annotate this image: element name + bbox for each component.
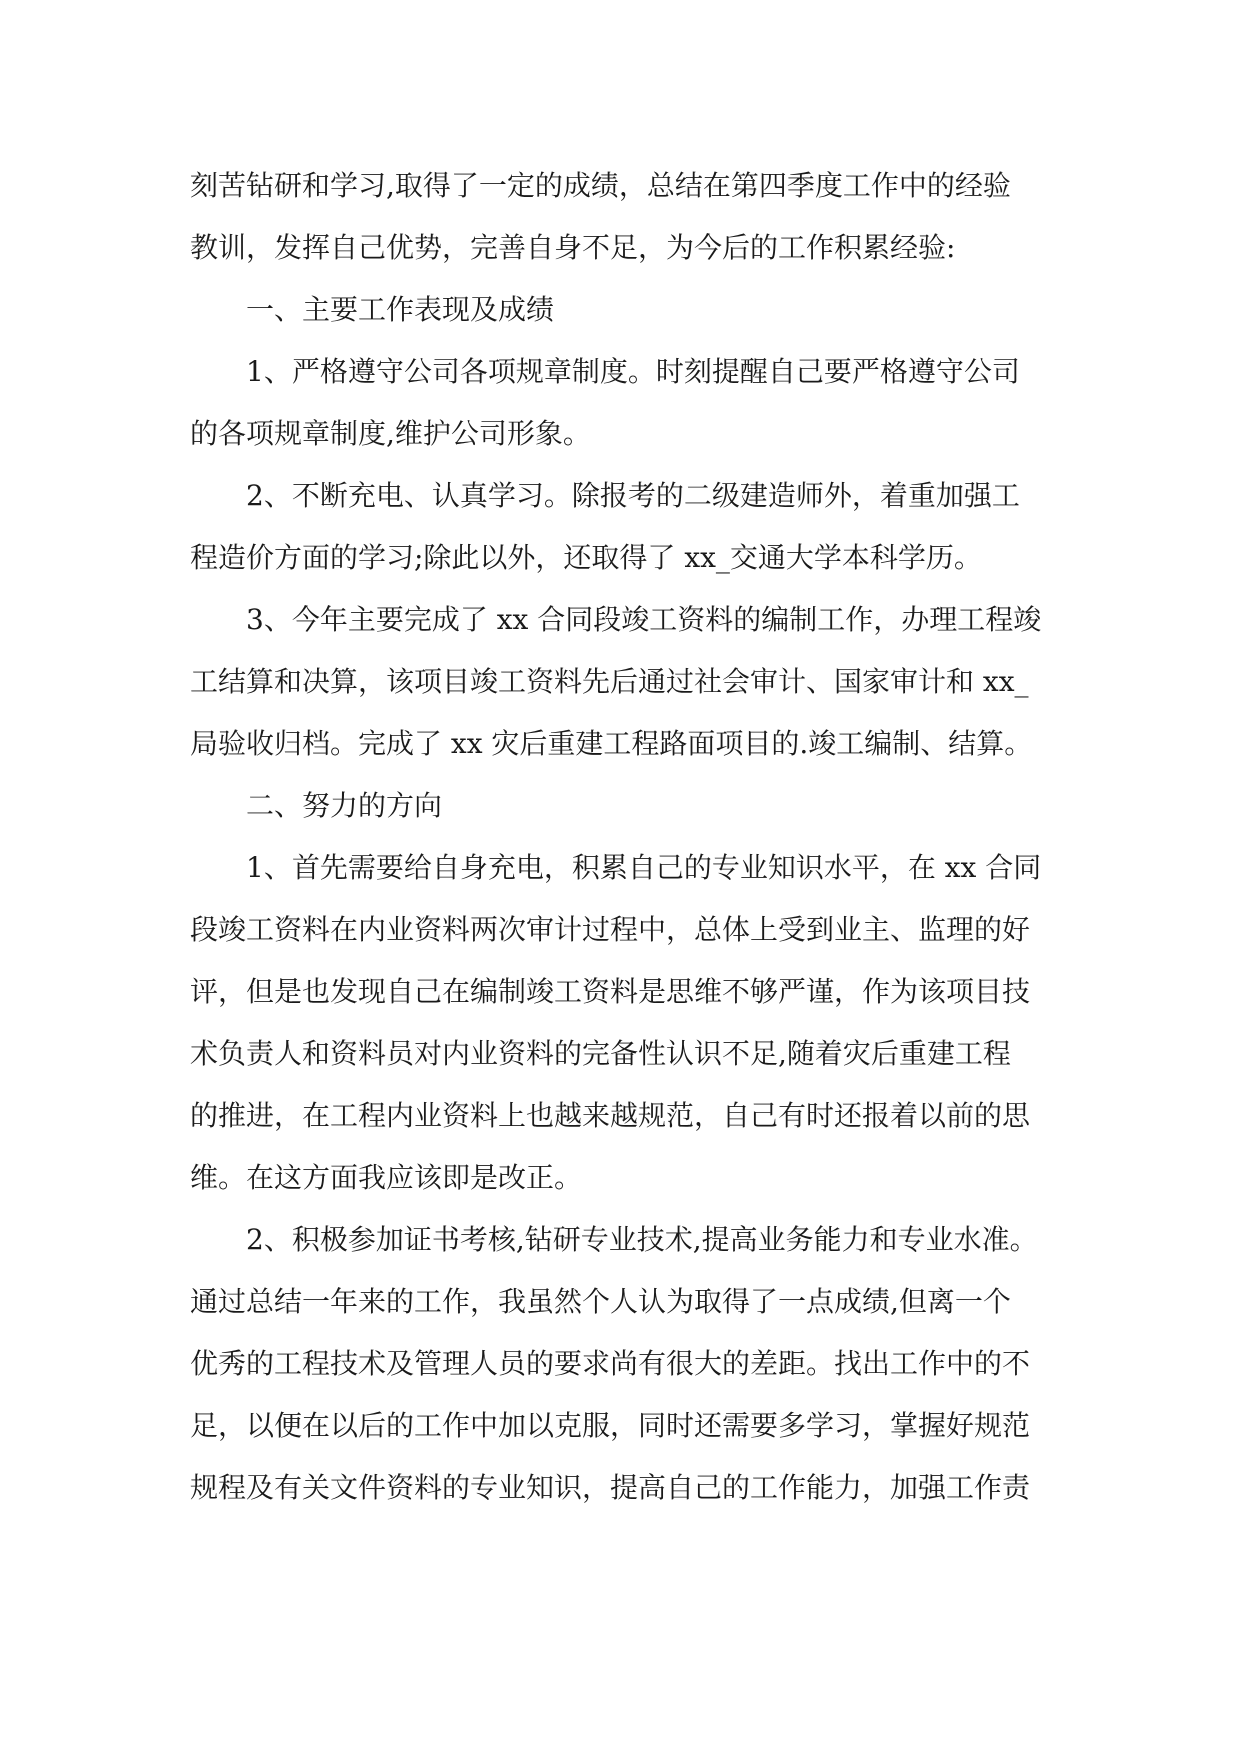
text-line: 教训，发挥自己优势，完善自身不足，为今后的工作积累经验: [190, 231, 956, 264]
text-line: 局验收归档。完成了 xx 灾后重建工程路面项目的.竣工编制、结算。 [190, 727, 1033, 760]
text-line: 的推进，在工程内业资料上也越来越规范，自己有时还报着以前的思 [190, 1099, 1031, 1132]
text-line: 术负责人和资料员对内业资料的完备性认识不足,随着灾后重建工程 [190, 1037, 1011, 1070]
text-line: 1、严格遵守公司各项规章制度。时刻提醒自己要严格遵守公司 [246, 355, 1020, 388]
text-line: 3、今年主要完成了 xx 合同段竣工资料的编制工作，办理工程竣 [246, 603, 1042, 636]
text-line: 刻苦钻研和学习,取得了一定的成绩，总结在第四季度工作中的经验 [190, 169, 1011, 202]
text-line: 程造价方面的学习;除此以外，还取得了 xx_交通大学本科学历。 [190, 541, 982, 574]
section-heading: 二、努力的方向 [246, 789, 443, 822]
text-line: 1、首先需要给自身充电，积累自己的专业知识水平，在 xx 合同 [246, 851, 1042, 884]
text-line: 规程及有关文件资料的专业知识，提高自己的工作能力，加强工作责 [190, 1471, 1031, 1504]
text-line: 优秀的工程技术及管理人员的要求尚有很大的差距。找出工作中的不 [190, 1347, 1031, 1380]
text-line: 通过总结一年来的工作，我虽然个人认为取得了一点成绩,但离一个 [190, 1285, 1011, 1318]
text-line: 足，以便在以后的工作中加以克服，同时还需要多学习，掌握好规范 [190, 1409, 1031, 1442]
text-line: 2、不断充电、认真学习。除报考的二级建造师外，着重加强工 [246, 479, 1020, 512]
text-line: 评，但是也发现自己在编制竣工资料是思维不够严谨，作为该项目技 [190, 975, 1031, 1008]
document-body [190, 155, 1056, 1519]
text-line: 的各项规章制度,维护公司形象。 [190, 417, 591, 450]
text-line: 2、积极参加证书考核,钻研专业技术,提高业务能力和专业水准。 [246, 1223, 1038, 1256]
section-heading: 一、主要工作表现及成绩 [246, 293, 555, 326]
text-line: 段竣工资料在内业资料两次审计过程中，总体上受到业主、监理的好 [190, 913, 1031, 946]
text-line: 工结算和决算，该项目竣工资料先后通过社会审计、国家审计和 xx_ [190, 665, 1029, 698]
text-line: 维。在这方面我应该即是改正。 [190, 1161, 583, 1194]
